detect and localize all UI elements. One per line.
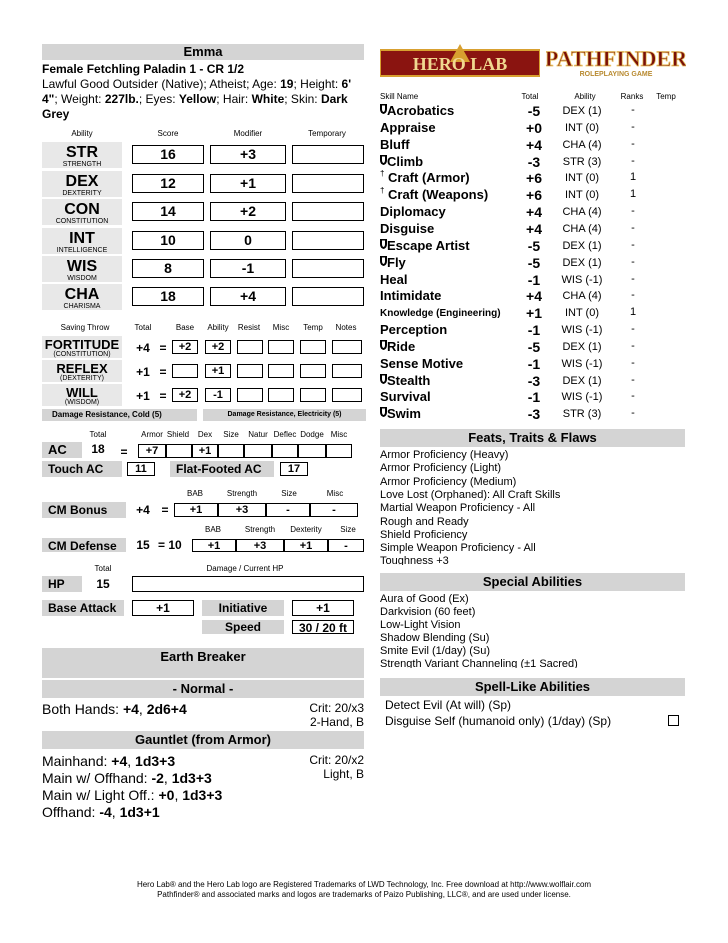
flat-footed-ac-value: 17 — [280, 462, 308, 476]
ability-cha-score: 18 — [132, 287, 204, 306]
special-ability-item: Aura of Good (Ex) — [380, 593, 469, 605]
save-ability-header: Ability — [207, 323, 229, 332]
ability-str-modifier: +3 — [210, 145, 286, 164]
feat-item: Armor Proficiency (Medium) — [380, 476, 517, 488]
skill-ability: INT (0) — [564, 189, 600, 201]
feat-item: Martial Weapon Proficiency - All — [380, 502, 536, 514]
weapon-earth-breaker-mode: - Normal - — [42, 680, 364, 698]
cmd-label: CM Defense — [42, 538, 126, 552]
save-will-ability: -1 — [205, 388, 231, 402]
ability-dex-name: DEX DEXTERITY — [42, 171, 122, 197]
cmd-dexterity: +1 — [284, 539, 328, 552]
feat-item: Rough and Ready — [380, 516, 469, 528]
trained-only-icon: † — [380, 169, 385, 178]
ac-dex-header: Dex — [197, 430, 213, 439]
skill-ranks: - — [631, 374, 635, 386]
skill-ability-header: Ability — [574, 92, 596, 101]
skill-name: Escape Artist — [387, 238, 470, 253]
ac-equals: = — [120, 445, 128, 459]
save-temp-header: Temp — [303, 323, 323, 332]
skill-ranks: - — [631, 323, 635, 335]
summary-line4: Grey — [42, 107, 70, 121]
skill-row-bluff — [380, 137, 685, 154]
cmb-strength: +3 — [218, 503, 266, 517]
ability-str-temporary[interactable] — [292, 145, 364, 164]
ac-dodge-header: Dodge — [300, 430, 324, 439]
armor-penalty-icon — [380, 104, 387, 117]
save-reflex-misc[interactable] — [268, 364, 294, 378]
save-fortitude-equals: = — [159, 341, 167, 355]
ability-str-name: STR STRENGTH — [42, 142, 122, 168]
skill-total: +4 — [526, 288, 542, 304]
skill-ability: DEX (1) — [562, 105, 602, 117]
hero-lab-logo — [380, 44, 540, 80]
skill-ability: WIS (-1) — [561, 391, 603, 403]
save-reflex-notes[interactable] — [332, 364, 362, 378]
skill-ranks: - — [631, 390, 635, 402]
armor-penalty-icon — [380, 340, 387, 353]
cmd-total: 15 — [136, 538, 150, 552]
skill-row-appraise — [380, 120, 685, 137]
skill-total: -3 — [527, 154, 541, 170]
ability-cha-modifier: +4 — [210, 287, 286, 306]
skill-total: -3 — [527, 373, 541, 389]
disguise-self-checkbox[interactable] — [668, 715, 679, 726]
skill-total: +0 — [526, 120, 542, 136]
score-header: Score — [157, 129, 179, 138]
ability-header: Ability — [71, 129, 93, 138]
cmd-size: - — [328, 539, 364, 552]
special-ability-item: Shadow Blending (Su) — [380, 632, 490, 644]
skill-name: Ride — [387, 339, 416, 354]
skill-row-survival — [380, 389, 685, 406]
skill-ability: CHA (4) — [562, 290, 602, 302]
skill-temp-header: Temp — [656, 92, 676, 101]
skill-name: Sense Motive — [380, 356, 464, 371]
weapon-earth-breaker-crit: Crit: 20/x3 2-Hand, B — [309, 701, 364, 729]
skill-total: -1 — [527, 272, 541, 288]
ac-shield-header: Shield — [166, 430, 190, 439]
initiative-value: +1 — [292, 600, 354, 616]
skill-row-craft-armor — [380, 170, 685, 187]
skill-ability: WIS (-1) — [561, 358, 603, 370]
skill-ability: STR (3) — [562, 408, 602, 420]
gauntlet-attack-line: Main w/ Light Off.: +0, 1d3+3 — [42, 787, 223, 803]
cmd-dexterity-header: Dexterity — [290, 525, 322, 534]
ability-con-modifier: +2 — [210, 202, 286, 221]
ac-size-header: Size — [223, 430, 239, 439]
hp-total-header: Total — [94, 564, 112, 573]
svg-text:HERO LAB: HERO LAB — [412, 54, 508, 74]
cmb-equals: = — [161, 503, 169, 517]
save-will-equals: = — [159, 389, 167, 403]
skill-ability: DEX (1) — [562, 375, 602, 387]
trained-only-icon: † — [380, 186, 385, 195]
skill-ranks-header: Ranks — [620, 92, 644, 101]
ac-deflec-header: Deflec — [273, 430, 297, 439]
ability-int-modifier: 0 — [210, 231, 286, 250]
hp-damage-header: Damage / Current HP — [206, 564, 284, 573]
skill-ranks: - — [631, 239, 635, 251]
cmb-total: +4 — [136, 503, 150, 517]
ability-int-name: INT INTELLIGENCE — [42, 228, 122, 254]
skill-ability: INT (0) — [564, 307, 600, 319]
ability-dex-temporary[interactable] — [292, 174, 364, 193]
ac-total: 18 — [91, 442, 105, 456]
save-fortitude-resist[interactable] — [237, 340, 263, 354]
skill-ranks: - — [631, 121, 635, 133]
feat-item: Simple Weapon Proficiency - All — [380, 542, 536, 554]
special-abilities-title: Special Abilities — [380, 573, 685, 591]
save-will-misc[interactable] — [268, 388, 294, 402]
skill-total: +4 — [526, 221, 542, 237]
skill-ranks: - — [631, 340, 635, 352]
skill-row-disguise — [380, 221, 685, 238]
skill-ranks: - — [631, 104, 635, 116]
skill-total: -1 — [527, 389, 541, 405]
touch-ac-label: Touch AC — [42, 461, 122, 477]
skill-name: Intimidate — [380, 288, 442, 303]
flat-footed-ac-label: Flat-Footed AC — [170, 461, 274, 477]
save-notes-header: Notes — [335, 323, 357, 332]
svg-text:PATHFINDER: PATHFINDER — [546, 46, 686, 71]
skill-name: Diplomacy — [380, 204, 446, 219]
skill-row-ride — [380, 339, 685, 356]
ability-dex-modifier: +1 — [210, 174, 286, 193]
skill-name: Perception — [380, 322, 448, 337]
save-base-header: Base — [175, 323, 195, 332]
ability-int-temporary[interactable] — [292, 231, 364, 250]
ability-cha-temporary[interactable] — [292, 287, 364, 306]
feat-item: Love Lost (Orphaned): All Craft Skills — [380, 489, 561, 501]
save-fortitude-ability: +2 — [205, 340, 231, 354]
skill-name: Knowledge (Engineering) — [380, 308, 501, 319]
weapon-earth-breaker-attack: Both Hands: +4, 2d6+4 — [42, 701, 187, 717]
speed-value: 30 / 20 ft — [292, 620, 354, 634]
ac-misc-header: Misc — [330, 430, 348, 439]
armor-penalty-icon — [380, 256, 387, 269]
weapon-gauntlet-attacks — [42, 753, 222, 821]
skill-total-header: Total — [521, 92, 539, 101]
save-will-total: +1 — [136, 389, 150, 403]
skill-row-perception — [380, 322, 685, 339]
ability-con-temporary[interactable] — [292, 202, 364, 221]
skill-ranks: - — [631, 222, 635, 234]
gauntlet-attack-line: Mainhand: +4, 1d3+3 — [42, 753, 176, 769]
save-misc-header: Misc — [272, 323, 290, 332]
feat-item: Shield Proficiency — [380, 529, 468, 541]
skill-row-craft-weapons — [380, 187, 685, 204]
skill-ability: WIS (-1) — [561, 274, 603, 286]
save-reflex-resist[interactable] — [237, 364, 263, 378]
summary-line3: 4"; Weight: 227lb.; Eyes: Yellow; Hair: White; Skin: Dark — [42, 92, 348, 106]
armor-penalty-icon — [380, 155, 387, 168]
feat-item: Armor Proficiency (Light) — [380, 462, 502, 474]
base-attack-label: Base Attack — [42, 600, 124, 616]
armor-penalty-icon — [380, 374, 387, 387]
skill-name: Appraise — [380, 120, 436, 135]
ac-natur — [244, 444, 272, 458]
ac-dex: +1 — [192, 444, 218, 458]
save-reflex-equals: = — [159, 365, 167, 379]
cmd-size-header: Size — [340, 525, 356, 534]
save-fortitude-total: +4 — [136, 341, 150, 355]
special-ability-item: Smite Evil (1/day) (Su) — [380, 645, 491, 657]
ability-con-score: 14 — [132, 202, 204, 221]
hp-total: 15 — [96, 577, 110, 591]
skill-ability: INT (0) — [564, 172, 600, 184]
save-fortitude-name: FORTITUDE (CONSTITUTION) — [42, 336, 122, 358]
footer: Hero Lab® and the Hero Lab logo are Registered Trademarks of LWD Technology, Inc. Free download at http://www.wolflair.com Pathfinder® and associated marks and logos are trademarks of Paizo Publishing, LLC®, and are used under license. — [136, 880, 592, 899]
save-reflex-ability: +1 — [205, 364, 231, 378]
special-ability-item: Darkvision (60 feet) — [380, 606, 476, 618]
cmb-size-header: Size — [281, 489, 297, 498]
save-will-temp[interactable] — [300, 388, 326, 402]
skill-ranks: 1 — [629, 306, 637, 318]
touch-ac-value: 11 — [127, 462, 155, 476]
cmb-label: CM Bonus — [42, 502, 126, 518]
cmd-bab-header: BAB — [204, 525, 221, 534]
skill-name: Fly — [387, 255, 406, 270]
skill-name: Craft (Armor) — [388, 170, 470, 185]
skill-total: -1 — [527, 322, 541, 338]
summary-line2: Lawful Good Outsider (Native); Atheist; Age: 19; Height: 6' — [42, 77, 352, 91]
skill-total: -5 — [527, 339, 541, 355]
ac-dodge — [298, 444, 326, 458]
feats-title: Feats, Traits & Flaws — [380, 429, 685, 447]
character-name: Emma — [42, 44, 364, 60]
weapon-earth-breaker-title: Earth Breaker — [42, 648, 364, 678]
save-total-header: Total — [134, 323, 152, 332]
initiative-label: Initiative — [202, 600, 284, 616]
hp-label: HP — [42, 576, 82, 592]
skill-ranks: - — [631, 289, 635, 301]
skill-row-escape-artist — [380, 238, 685, 255]
ability-wis-modifier: -1 — [210, 259, 286, 278]
skill-ability: DEX (1) — [562, 257, 602, 269]
skill-ranks: - — [631, 273, 635, 285]
skill-total: -5 — [527, 103, 541, 119]
skill-row-climb — [380, 154, 685, 171]
skill-ranks: - — [631, 256, 635, 268]
skill-total: -5 — [527, 255, 541, 271]
ac-total-header: Total — [89, 430, 107, 439]
saving-throw-header: Saving Throw — [60, 323, 110, 332]
pathfinder-logo — [546, 44, 686, 80]
skill-ability: STR (3) — [562, 156, 602, 168]
skill-name-header: Skill Name — [380, 92, 419, 101]
spell-like-abilities-title: Spell-Like Abilities — [380, 678, 685, 696]
save-will-base: +2 — [172, 388, 198, 402]
save-fortitude-base: +2 — [172, 340, 198, 354]
cmb-strength-header: Strength — [226, 489, 258, 498]
cmb-bab-header: BAB — [186, 489, 203, 498]
ac-misc — [326, 444, 352, 458]
dr-cold: Damage Resistance, Cold (5) — [42, 409, 197, 421]
spell-like-ability-item: Disguise Self (humanoid only) (1/day) (Sp) — [385, 714, 612, 728]
weapon-gauntlet-crit: Crit: 20/x2 Light, B — [309, 753, 364, 781]
skill-total: -1 — [527, 356, 541, 372]
save-fortitude-temp[interactable] — [300, 340, 326, 354]
ac-armor-header: Armor — [141, 430, 163, 439]
gauntlet-attack-line: Main w/ Offhand: -2, 1d3+3 — [42, 770, 212, 786]
skill-name: Bluff — [380, 137, 410, 152]
skill-ranks: - — [631, 357, 635, 369]
cmd-bab: +1 — [192, 539, 236, 552]
skill-ranks: - — [631, 205, 635, 217]
special-ability-item: Strength Variant Channeling (±1 Sacred) — [380, 658, 578, 668]
character-summary — [42, 62, 367, 122]
skill-total: +4 — [526, 204, 542, 220]
speed-label: Speed — [202, 620, 284, 634]
save-will-resist[interactable] — [237, 388, 263, 402]
ability-wis-name: WIS WISDOM — [42, 256, 122, 282]
skill-row-heal — [380, 272, 685, 289]
save-reflex-base — [172, 364, 198, 378]
skill-row-intimidate — [380, 288, 685, 305]
skill-row-stealth — [380, 373, 685, 390]
ac-label: AC — [42, 442, 82, 458]
hp-damage-field[interactable] — [132, 576, 364, 592]
save-will-name: WILL (WISDOM) — [42, 384, 122, 406]
save-resist-header: Resist — [237, 323, 261, 332]
skill-name: Heal — [380, 272, 408, 287]
cmb-misc-header: Misc — [326, 489, 344, 498]
skill-total: +6 — [526, 187, 542, 203]
dr-electricity: Damage Resistance, Electricity (5) — [203, 409, 366, 421]
skill-name: Stealth — [387, 373, 431, 388]
skill-name: Climb — [387, 154, 424, 169]
save-reflex-total: +1 — [136, 365, 150, 379]
skill-total: -5 — [527, 238, 541, 254]
skill-ability: DEX (1) — [562, 341, 602, 353]
cmb-size: - — [266, 503, 310, 517]
skill-total: +1 — [526, 305, 542, 321]
skill-row-diplomacy — [380, 204, 685, 221]
save-reflex-name: REFLEX (DEXTERITY) — [42, 360, 122, 382]
ability-wis-temporary[interactable] — [292, 259, 364, 278]
save-will-notes[interactable] — [332, 388, 362, 402]
ability-int-score: 10 — [132, 231, 204, 250]
skill-total: +6 — [526, 170, 542, 186]
skill-name: Acrobatics — [387, 103, 455, 118]
cmd-strength: +3 — [236, 539, 284, 552]
skill-total: +4 — [526, 137, 542, 153]
skill-ranks: - — [631, 138, 635, 150]
skill-total: -3 — [527, 406, 541, 422]
skill-name: Swim — [387, 406, 421, 421]
temporary-header: Temporary — [308, 129, 346, 138]
ac-armor: +7 — [138, 444, 166, 458]
skill-row-acrobatics — [380, 103, 685, 120]
skill-name: Survival — [380, 389, 431, 404]
skill-ranks: - — [631, 407, 635, 419]
ability-con-name: CON CONSTITUTION — [42, 199, 122, 225]
skill-ability: WIS (-1) — [561, 324, 603, 336]
skill-row-knowledge-engineering — [380, 305, 685, 322]
modifier-header: Modifier — [233, 129, 263, 138]
ability-dex-score: 12 — [132, 174, 204, 193]
skill-ability: CHA (4) — [562, 206, 602, 218]
spell-like-ability-item: Detect Evil (At will) (Sp) — [385, 698, 512, 712]
special-ability-item: Low-Light Vision — [380, 619, 461, 631]
skill-name: Craft (Weapons) — [388, 187, 489, 202]
feat-item: Toughness +3 — [380, 555, 449, 565]
save-fortitude-misc[interactable] — [268, 340, 294, 354]
ac-shield — [166, 444, 192, 458]
armor-penalty-icon — [380, 239, 387, 252]
skill-name: Disguise — [380, 221, 435, 236]
skill-ranks: 1 — [629, 188, 637, 200]
base-attack-value: +1 — [132, 600, 194, 616]
weapon-gauntlet-title: Gauntlet (from Armor) — [42, 731, 364, 749]
cmd-equals-10: = 10 — [158, 538, 182, 552]
armor-penalty-icon — [380, 407, 387, 420]
ac-size — [218, 444, 244, 458]
ability-cha-name: CHA CHARISMA — [42, 284, 122, 310]
save-fortitude-notes[interactable] — [332, 340, 362, 354]
skill-ability: CHA (4) — [562, 223, 602, 235]
ability-wis-score: 8 — [132, 259, 204, 278]
summary-line1: Female Fetchling Paladin 1 - CR 1/2 — [42, 62, 245, 76]
ac-natur-header: Natur — [248, 430, 268, 439]
ac-deflec — [272, 444, 298, 458]
skill-ranks: - — [631, 155, 635, 167]
cmb-misc: - — [310, 503, 358, 517]
save-reflex-temp[interactable] — [300, 364, 326, 378]
skill-ranks: 1 — [629, 171, 637, 183]
skill-row-swim — [380, 406, 685, 423]
skill-ability: DEX (1) — [562, 240, 602, 252]
gauntlet-attack-line: Offhand: -4, 1d3+1 — [42, 804, 160, 820]
skill-ability: CHA (4) — [562, 139, 602, 151]
skill-row-sense-motive — [380, 356, 685, 373]
cmd-strength-header: Strength — [244, 525, 276, 534]
ability-str-score: 16 — [132, 145, 204, 164]
skill-ability: INT (0) — [564, 122, 600, 134]
cmb-bab: +1 — [174, 503, 218, 517]
svg-text:ROLEPLAYING GAME: ROLEPLAYING GAME — [579, 71, 653, 78]
skill-row-fly — [380, 255, 685, 272]
feat-item: Armor Proficiency (Heavy) — [380, 449, 509, 461]
